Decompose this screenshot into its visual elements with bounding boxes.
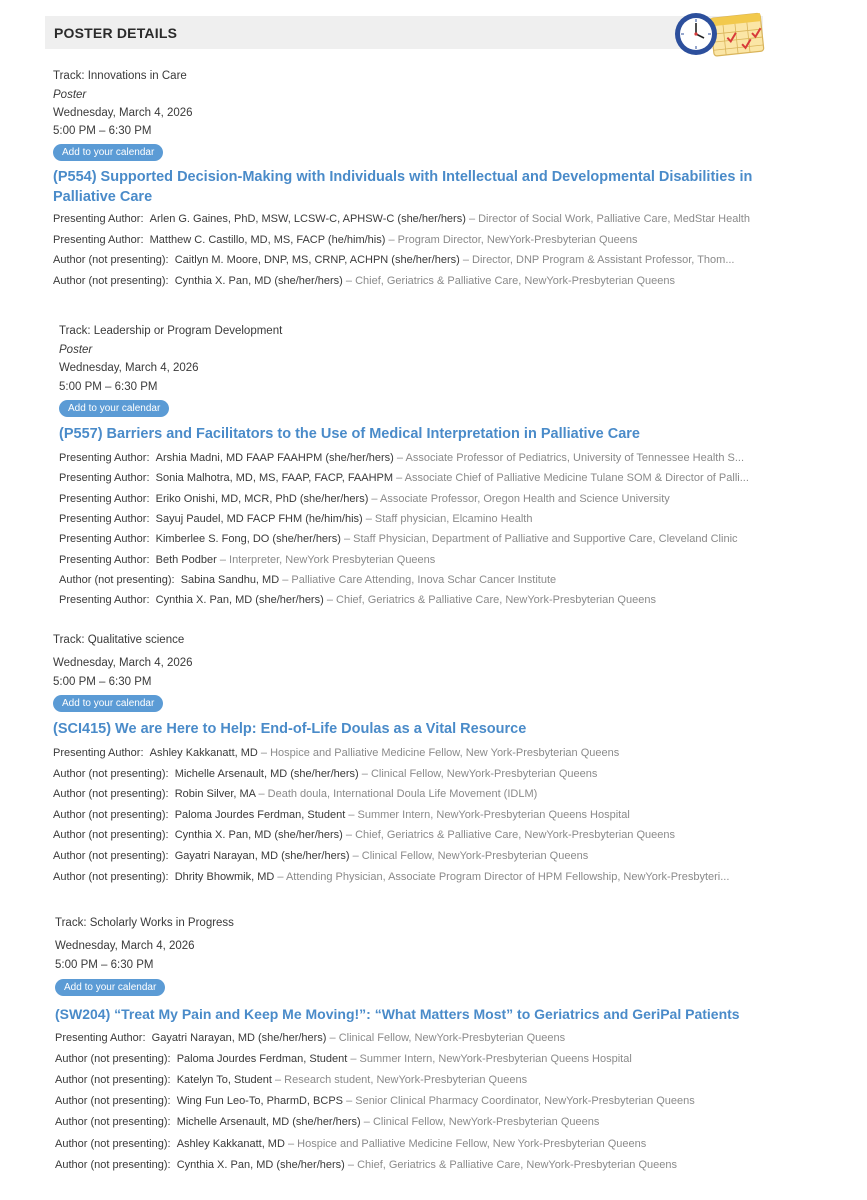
author-role: Presenting Author: (53, 213, 144, 225)
session-date: Wednesday, March 4, 2026 (53, 657, 193, 669)
author-name: Paloma Jourdes Ferdman, Student (176, 1053, 348, 1066)
author-affiliation: – Death doula, International Doula Life Movement (IDLM) (258, 788, 538, 801)
author-row (55, 1115, 775, 1129)
author-role: Presenting Author: (53, 233, 144, 246)
author-affiliation: – Staff physician, Elcamino Health (365, 512, 533, 525)
poster-title-link[interactable]: (P554) Supported Decision-Making with Individuals with Intellectual and Developmental Disabilities in Palliative Care (53, 169, 753, 205)
poster-title-link[interactable]: (SCI415) We are Here to Help: End-of-Life Doulas as a Vital Resource (53, 721, 527, 737)
author-row (53, 767, 775, 781)
add-to-calendar-button[interactable]: Add to your calendar (53, 695, 163, 712)
add-to-calendar-button[interactable]: Add to your calendar (53, 144, 163, 161)
author-affiliation: – Interpreter, NewYork Presbyterian Queens (219, 553, 436, 566)
author-affiliation: – Attending Physician, Associate Program Director of HPM Fellowship, NewYork-Presbyteri... (277, 870, 730, 883)
session-date: Wednesday, March 4, 2026 (59, 362, 199, 374)
session-time: 5:00 PM – 6:30 PM (53, 125, 152, 137)
author-name: Gayatri Narayan, MD (she/her/hers) (151, 1032, 327, 1044)
author-name: Sonia Malhotra, MD, MS, FAAP, FACP, FAAHPM (155, 472, 394, 485)
author-name: Dhrity Bhowmik, MD (174, 870, 275, 883)
author-affiliation: – Associate Chief of Palliative Medicine Tulane SOM & Director of Palli... (396, 472, 749, 485)
session-time: 5:00 PM – 6:30 PM (55, 959, 154, 971)
author-row (55, 1094, 775, 1108)
author-affiliation: – Associate Professor of Pediatrics, University of Tennessee Health S... (396, 452, 744, 464)
author-role: Presenting Author: (59, 553, 150, 566)
author-name: Paloma Jourdes Ferdman, Student (174, 808, 346, 821)
clock-calendar-icon (672, 4, 768, 60)
author-row (59, 532, 775, 546)
author-name: Arlen G. Gaines, PhD, MSW, LCSW-C, APHSW-C (she/her/hers) (149, 213, 466, 225)
author-affiliation: – Clinical Fellow, NewYork-Presbyterian Queens (352, 850, 589, 862)
author-role: Presenting Author: (59, 512, 150, 525)
author-row (53, 808, 775, 822)
author-name: Caitlyn M. Moore, DNP, MS, CRNP, ACHPN (she/her/hers) (174, 254, 460, 266)
author-affiliation: – Summer Intern, NewYork-Presbyterian Queens Hospital (348, 808, 630, 821)
page-title: POSTER DETAILS (54, 25, 178, 41)
author-role: Author (not presenting): (55, 1116, 171, 1129)
author-row (59, 553, 775, 567)
author-role: Author (not presenting): (53, 829, 169, 842)
author-affiliation: – Clinical Fellow, NewYork-Presbyterian Queens (363, 1116, 600, 1129)
author-name: Cynthia X. Pan, MD (she/her/hers) (155, 594, 324, 607)
author-role: Author (not presenting): (53, 254, 169, 266)
author-name: Michelle Arsenault, MD (she/her/hers) (176, 1116, 361, 1129)
author-row (55, 1073, 775, 1087)
session-date: Wednesday, March 4, 2026 (53, 107, 193, 119)
author-row (55, 1031, 775, 1045)
author-affiliation: – Program Director, NewYork-Presbyterian Queens (388, 233, 638, 246)
author-name: Kimberlee S. Fong, DO (she/her/hers) (155, 533, 341, 546)
author-name: Gayatri Narayan, MD (she/her/hers) (174, 850, 350, 862)
session-type: Poster (59, 344, 93, 356)
session-type: Poster (53, 89, 87, 101)
author-affiliation: – Hospice and Palliative Medicine Fellow, New York-Presbyterian Queens (260, 747, 620, 759)
author-row (59, 471, 775, 485)
author-affiliation: – Palliative Care Attending, Inova Schar Cancer Institute (282, 573, 557, 586)
author-name: Sayuj Paudel, MD FACP FHM (he/him/his) (155, 512, 363, 525)
author-affiliation: – Senior Clinical Pharmacy Coordinator, NewYork-Presbyterian Queens (346, 1095, 695, 1108)
author-name: Katelyn To, Student (176, 1074, 272, 1087)
author-affiliation: – Research student, NewYork-Presbyterian Queens (274, 1074, 528, 1087)
author-row (59, 593, 775, 607)
session-date: Wednesday, March 4, 2026 (55, 940, 195, 952)
author-row (59, 492, 775, 506)
track-label: Track: Scholarly Works in Progress (55, 917, 234, 929)
author-row (55, 1158, 775, 1172)
author-name: Robin Silver, MA (174, 788, 256, 801)
author-row (55, 1137, 775, 1151)
author-role: Author (not presenting): (55, 1158, 171, 1171)
author-role: Presenting Author: (59, 492, 150, 505)
author-name: Michelle Arsenault, MD (she/her/hers) (174, 767, 359, 780)
author-affiliation: – Director of Social Work, Palliative Care, MedStar Health (468, 213, 750, 225)
author-row (53, 233, 775, 247)
author-row (53, 746, 775, 760)
author-name: Cynthia X. Pan, MD (she/her/hers) (174, 829, 343, 842)
author-affiliation: – Associate Professor, Oregon Health and Science University (371, 492, 670, 505)
add-to-calendar-button[interactable]: Add to your calendar (59, 400, 169, 417)
author-name: Ashley Kakkanatt, MD (149, 747, 258, 759)
author-affiliation: – Summer Intern, NewYork-Presbyterian Queens Hospital (350, 1053, 632, 1066)
author-row (53, 274, 775, 288)
author-affiliation: – Chief, Geriatrics & Palliative Care, NewYork-Presbyterian Queens (345, 274, 676, 287)
author-row (53, 787, 775, 801)
author-row (53, 849, 775, 863)
author-role: Author (not presenting): (53, 767, 169, 780)
author-role: Author (not presenting): (53, 274, 169, 287)
author-row (59, 512, 775, 526)
author-row (53, 870, 775, 884)
author-name: Sabina Sandhu, MD (180, 573, 280, 586)
author-role: Author (not presenting): (53, 808, 169, 821)
author-name: Matthew C. Castillo, MD, MS, FACP (he/him/his) (149, 233, 386, 246)
author-role: Author (not presenting): (53, 850, 169, 862)
author-role: Presenting Author: (59, 472, 150, 485)
poster-title-link[interactable]: (P557) Barriers and Facilitators to the Use of Medical Interpretation in Palliative Care (59, 426, 640, 442)
poster-details-header (45, 16, 763, 49)
track-label: Track: Qualitative science (53, 634, 185, 646)
author-affiliation: – Hospice and Palliative Medicine Fellow, New York-Presbyterian Queens (287, 1137, 647, 1150)
author-name: Beth Podber (155, 553, 217, 566)
author-row (53, 828, 775, 842)
author-role: Author (not presenting): (53, 788, 169, 801)
author-name: Eriko Onishi, MD, MCR, PhD (she/her/hers) (155, 492, 369, 505)
author-name: Cynthia X. Pan, MD (she/her/hers) (176, 1158, 345, 1171)
author-affiliation: – Chief, Geriatrics & Palliative Care, NewYork-Presbyterian Queens (345, 829, 676, 842)
author-row (53, 253, 775, 267)
author-row (59, 451, 775, 465)
author-affiliation: – Clinical Fellow, NewYork-Presbyterian Queens (329, 1032, 566, 1044)
author-name: Arshia Madni, MD FAAP FAAHPM (she/her/hers) (155, 452, 394, 464)
poster-title-link[interactable]: (SW204) “Treat My Pain and Keep Me Moving!”: “What Matters Most” to Geriatrics and GeriPal Patients (55, 1006, 740, 1022)
author-role: Author (not presenting): (55, 1074, 171, 1087)
author-role: Presenting Author: (53, 747, 144, 759)
author-row (59, 573, 775, 587)
author-role: Author (not presenting): (55, 1053, 171, 1066)
track-label: Track: Leadership or Program Development (59, 325, 283, 337)
session-time: 5:00 PM – 6:30 PM (59, 381, 158, 393)
author-name: Wing Fun Leo-To, PharmD, BCPS (176, 1095, 343, 1108)
author-role: Author (not presenting): (55, 1137, 171, 1150)
author-affiliation: – Chief, Geriatrics & Palliative Care, NewYork-Presbyterian Queens (326, 594, 656, 607)
author-affiliation: – Clinical Fellow, NewYork-Presbyterian Queens (361, 767, 598, 780)
author-name: Ashley Kakkanatt, MD (176, 1137, 285, 1150)
author-role: Presenting Author: (59, 533, 150, 546)
author-role: Presenting Author: (59, 452, 150, 464)
author-row (55, 1052, 775, 1066)
author-affiliation: – Staff Physician, Department of Palliative and Supportive Care, Cleveland Clinic (343, 533, 738, 546)
author-name: Cynthia X. Pan, MD (she/her/hers) (174, 274, 343, 287)
author-role: Author (not presenting): (53, 870, 169, 883)
add-to-calendar-button[interactable]: Add to your calendar (55, 979, 165, 996)
author-role: Author (not presenting): (55, 1095, 171, 1108)
author-role: Presenting Author: (55, 1032, 146, 1044)
author-affiliation: – Chief, Geriatrics & Palliative Care, NewYork-Presbyterian Queens (347, 1158, 678, 1171)
track-label: Track: Innovations in Care (53, 70, 187, 82)
author-role: Presenting Author: (59, 594, 150, 607)
author-affiliation: – Director, DNP Program & Assistant Professor, Thom... (462, 254, 735, 266)
author-role: Author (not presenting): (59, 573, 175, 586)
author-row (53, 212, 775, 226)
session-time: 5:00 PM – 6:30 PM (53, 676, 152, 688)
